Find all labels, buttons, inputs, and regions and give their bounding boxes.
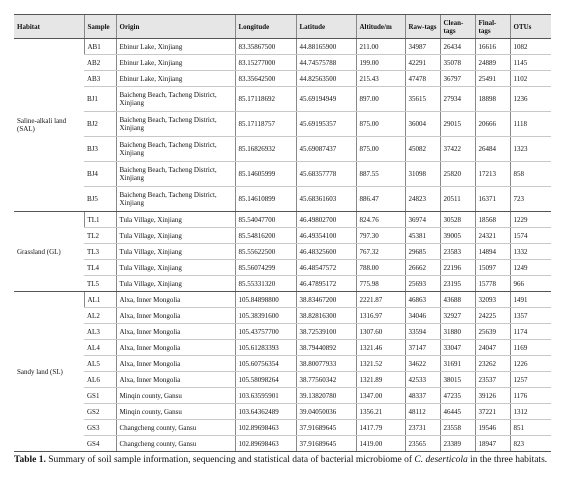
table-row bbox=[14, 87, 551, 112]
habitat-cell: Sandy land (SL) bbox=[14, 292, 84, 452]
origin-cell: Tula Village, Xinjiang bbox=[116, 244, 235, 260]
final-tags-cell: 24225 bbox=[475, 308, 510, 324]
otus-cell: 1176 bbox=[510, 388, 551, 404]
longitude-cell: 85.56074299 bbox=[235, 260, 296, 276]
raw-tags-cell: 24823 bbox=[405, 187, 440, 212]
table-caption bbox=[14, 454, 551, 466]
final-tags-cell: 24321 bbox=[475, 228, 510, 244]
otus-cell: 1082 bbox=[510, 39, 551, 55]
sample-cell: BJ5 bbox=[84, 187, 116, 212]
clean-tags-cell: 22196 bbox=[440, 260, 475, 276]
clean-tags-cell: 43688 bbox=[440, 292, 475, 308]
sample-cell: AB2 bbox=[84, 55, 116, 71]
final-tags-cell: 15778 bbox=[475, 276, 510, 292]
altitude-cell: 215.43 bbox=[356, 71, 405, 87]
table-row bbox=[14, 244, 551, 260]
table-row bbox=[14, 356, 551, 372]
clean-tags-cell: 47235 bbox=[440, 388, 475, 404]
sample-cell: BJ3 bbox=[84, 137, 116, 162]
otus-cell: 1174 bbox=[510, 324, 551, 340]
origin-cell: Ebinur Lake, Xinjiang bbox=[116, 39, 235, 55]
altitude-cell: 1316.97 bbox=[356, 308, 405, 324]
final-tags-cell: 17213 bbox=[475, 162, 510, 187]
otus-cell: 723 bbox=[510, 187, 551, 212]
origin-cell: Tula Village, Xinjiang bbox=[116, 260, 235, 276]
column-header: Sample bbox=[84, 15, 116, 39]
table-row bbox=[14, 162, 551, 187]
final-tags-cell: 23262 bbox=[475, 356, 510, 372]
final-tags-cell: 32093 bbox=[475, 292, 510, 308]
otus-cell: 1332 bbox=[510, 244, 551, 260]
caption-text-before: Summary of soil sample information, sequencing and statistical data of bacterial microbiome of bbox=[48, 455, 415, 465]
latitude-cell: 38.79440892 bbox=[296, 340, 356, 356]
clean-tags-cell: 35078 bbox=[440, 55, 475, 71]
clean-tags-cell: 29015 bbox=[440, 112, 475, 137]
otus-cell: 966 bbox=[510, 276, 551, 292]
clean-tags-cell: 39005 bbox=[440, 228, 475, 244]
clean-tags-cell: 46445 bbox=[440, 404, 475, 420]
final-tags-cell: 14894 bbox=[475, 244, 510, 260]
sample-cell: AB1 bbox=[84, 39, 116, 55]
altitude-cell: 1321.52 bbox=[356, 356, 405, 372]
latitude-cell: 38.83467200 bbox=[296, 292, 356, 308]
origin-cell: Alxa, Inner Mongolia bbox=[116, 356, 235, 372]
final-tags-cell: 16616 bbox=[475, 39, 510, 55]
table-row bbox=[14, 276, 551, 292]
longitude-cell: 105.43757700 bbox=[235, 324, 296, 340]
origin-cell: Alxa, Inner Mongolia bbox=[116, 372, 235, 388]
sample-cell: AL5 bbox=[84, 356, 116, 372]
longitude-cell: 83.35642500 bbox=[235, 71, 296, 87]
altitude-cell: 775.98 bbox=[356, 276, 405, 292]
raw-tags-cell: 46863 bbox=[405, 292, 440, 308]
latitude-cell: 39.13820780 bbox=[296, 388, 356, 404]
table-row bbox=[14, 340, 551, 356]
otus-cell: 1118 bbox=[510, 112, 551, 137]
otus-cell: 1323 bbox=[510, 137, 551, 162]
sample-cell: GS1 bbox=[84, 388, 116, 404]
final-tags-cell: 15097 bbox=[475, 260, 510, 276]
sample-cell: AL3 bbox=[84, 324, 116, 340]
altitude-cell: 797.30 bbox=[356, 228, 405, 244]
table-header bbox=[14, 15, 551, 39]
sample-cell: AL1 bbox=[84, 292, 116, 308]
final-tags-cell: 24889 bbox=[475, 55, 510, 71]
final-tags-cell: 25491 bbox=[475, 71, 510, 87]
raw-tags-cell: 29685 bbox=[405, 244, 440, 260]
origin-cell: Changcheng county, Gansu bbox=[116, 420, 235, 436]
latitude-cell: 44.88165900 bbox=[296, 39, 356, 55]
otus-cell: 858 bbox=[510, 162, 551, 187]
latitude-cell: 46.48325600 bbox=[296, 244, 356, 260]
longitude-cell: 105.61283393 bbox=[235, 340, 296, 356]
final-tags-cell: 18947 bbox=[475, 436, 510, 452]
origin-cell: Tula Village, Xinjiang bbox=[116, 276, 235, 292]
header-row bbox=[14, 15, 551, 39]
altitude-cell: 897.00 bbox=[356, 87, 405, 112]
otus-cell: 1357 bbox=[510, 308, 551, 324]
table-row bbox=[14, 112, 551, 137]
table-row bbox=[14, 228, 551, 244]
sample-cell: TL4 bbox=[84, 260, 116, 276]
longitude-cell: 105.84898800 bbox=[235, 292, 296, 308]
raw-tags-cell: 34622 bbox=[405, 356, 440, 372]
altitude-cell: 887.55 bbox=[356, 162, 405, 187]
final-tags-cell: 26484 bbox=[475, 137, 510, 162]
raw-tags-cell: 45381 bbox=[405, 228, 440, 244]
origin-cell: Minqin county, Gansu bbox=[116, 404, 235, 420]
clean-tags-cell: 33047 bbox=[440, 340, 475, 356]
origin-cell: Baicheng Beach, Tacheng District, Xinjiang bbox=[116, 87, 235, 112]
sample-cell: AL4 bbox=[84, 340, 116, 356]
sample-cell: TL1 bbox=[84, 212, 116, 228]
clean-tags-cell: 25820 bbox=[440, 162, 475, 187]
altitude-cell: 767.32 bbox=[356, 244, 405, 260]
clean-tags-cell: 23195 bbox=[440, 276, 475, 292]
sample-cell: GS3 bbox=[84, 420, 116, 436]
caption-text-after: in the three habitats. bbox=[467, 455, 548, 465]
column-header: Altitude/m bbox=[356, 15, 405, 39]
origin-cell: Baicheng Beach, Tacheng District, Xinjiang bbox=[116, 137, 235, 162]
otus-cell: 1145 bbox=[510, 55, 551, 71]
clean-tags-cell: 38015 bbox=[440, 372, 475, 388]
clean-tags-cell: 20511 bbox=[440, 187, 475, 212]
origin-cell: Alxa, Inner Mongolia bbox=[116, 324, 235, 340]
final-tags-cell: 39126 bbox=[475, 388, 510, 404]
origin-cell: Minqin county, Gansu bbox=[116, 388, 235, 404]
caption-species: C. deserticola bbox=[414, 455, 468, 465]
latitude-cell: 45.69195357 bbox=[296, 112, 356, 137]
raw-tags-cell: 42291 bbox=[405, 55, 440, 71]
altitude-cell: 824.76 bbox=[356, 212, 405, 228]
table-row bbox=[14, 55, 551, 71]
clean-tags-cell: 23583 bbox=[440, 244, 475, 260]
clean-tags-cell: 31691 bbox=[440, 356, 475, 372]
table-row bbox=[14, 292, 551, 308]
latitude-cell: 38.80077933 bbox=[296, 356, 356, 372]
otus-cell: 1226 bbox=[510, 356, 551, 372]
clean-tags-cell: 37422 bbox=[440, 137, 475, 162]
longitude-cell: 103.63595901 bbox=[235, 388, 296, 404]
longitude-cell: 83.15277000 bbox=[235, 55, 296, 71]
column-header: OTUs bbox=[510, 15, 551, 39]
table-row bbox=[14, 187, 551, 212]
altitude-cell: 886.47 bbox=[356, 187, 405, 212]
longitude-cell: 85.16826932 bbox=[235, 137, 296, 162]
longitude-cell: 85.54047700 bbox=[235, 212, 296, 228]
latitude-cell: 45.69194949 bbox=[296, 87, 356, 112]
origin-cell: Ebinur Lake, Xinjiang bbox=[116, 55, 235, 71]
latitude-cell: 44.74575788 bbox=[296, 55, 356, 71]
table-row bbox=[14, 212, 551, 228]
latitude-cell: 46.47895172 bbox=[296, 276, 356, 292]
origin-cell: Alxa, Inner Mongolia bbox=[116, 292, 235, 308]
sample-cell: GS4 bbox=[84, 436, 116, 452]
latitude-cell: 45.68361603 bbox=[296, 187, 356, 212]
otus-cell: 1102 bbox=[510, 71, 551, 87]
table-row bbox=[14, 137, 551, 162]
column-header: Longitude bbox=[235, 15, 296, 39]
altitude-cell: 1321.46 bbox=[356, 340, 405, 356]
final-tags-cell: 25639 bbox=[475, 324, 510, 340]
final-tags-cell: 20666 bbox=[475, 112, 510, 137]
altitude-cell: 1419.00 bbox=[356, 436, 405, 452]
longitude-cell: 105.60756354 bbox=[235, 356, 296, 372]
sample-cell: TL2 bbox=[84, 228, 116, 244]
clean-tags-cell: 23389 bbox=[440, 436, 475, 452]
table-row bbox=[14, 372, 551, 388]
origin-cell: Baicheng Beach, Tacheng District, Xinjiang bbox=[116, 162, 235, 187]
column-header: Latitude bbox=[296, 15, 356, 39]
longitude-cell: 85.17118757 bbox=[235, 112, 296, 137]
raw-tags-cell: 34987 bbox=[405, 39, 440, 55]
origin-cell: Changcheng county, Gansu bbox=[116, 436, 235, 452]
final-tags-cell: 16371 bbox=[475, 187, 510, 212]
raw-tags-cell: 36004 bbox=[405, 112, 440, 137]
longitude-cell: 102.89698463 bbox=[235, 420, 296, 436]
longitude-cell: 85.55622500 bbox=[235, 244, 296, 260]
altitude-cell: 1321.89 bbox=[356, 372, 405, 388]
longitude-cell: 102.89698463 bbox=[235, 436, 296, 452]
origin-cell: Ebinur Lake, Xinjiang bbox=[116, 71, 235, 87]
latitude-cell: 39.04050036 bbox=[296, 404, 356, 420]
raw-tags-cell: 25693 bbox=[405, 276, 440, 292]
otus-cell: 1229 bbox=[510, 212, 551, 228]
data-table-container bbox=[14, 14, 551, 452]
column-header: Clean-tags bbox=[440, 15, 475, 39]
final-tags-cell: 18898 bbox=[475, 87, 510, 112]
raw-tags-cell: 23565 bbox=[405, 436, 440, 452]
otus-cell: 1312 bbox=[510, 404, 551, 420]
sample-cell: AL2 bbox=[84, 308, 116, 324]
habitat-cell: Saline-alkali land (SAL) bbox=[14, 39, 84, 212]
longitude-cell: 105.58098264 bbox=[235, 372, 296, 388]
origin-cell: Baicheng Beach, Tacheng District, Xinjiang bbox=[116, 112, 235, 137]
latitude-cell: 38.72539100 bbox=[296, 324, 356, 340]
otus-cell: 1236 bbox=[510, 87, 551, 112]
latitude-cell: 45.68357778 bbox=[296, 162, 356, 187]
sample-cell: BJ1 bbox=[84, 87, 116, 112]
column-header: Origin bbox=[116, 15, 235, 39]
otus-cell: 1574 bbox=[510, 228, 551, 244]
otus-cell: 1491 bbox=[510, 292, 551, 308]
longitude-cell: 105.38391600 bbox=[235, 308, 296, 324]
latitude-cell: 37.91689645 bbox=[296, 420, 356, 436]
latitude-cell: 46.49354100 bbox=[296, 228, 356, 244]
otus-cell: 851 bbox=[510, 420, 551, 436]
otus-cell: 1249 bbox=[510, 260, 551, 276]
raw-tags-cell: 42533 bbox=[405, 372, 440, 388]
longitude-cell: 85.55331320 bbox=[235, 276, 296, 292]
altitude-cell: 875.00 bbox=[356, 137, 405, 162]
final-tags-cell: 19546 bbox=[475, 420, 510, 436]
column-header: Final-tags bbox=[475, 15, 510, 39]
final-tags-cell: 18568 bbox=[475, 212, 510, 228]
otus-cell: 1169 bbox=[510, 340, 551, 356]
clean-tags-cell: 36797 bbox=[440, 71, 475, 87]
latitude-cell: 45.69087437 bbox=[296, 137, 356, 162]
clean-tags-cell: 32927 bbox=[440, 308, 475, 324]
raw-tags-cell: 45082 bbox=[405, 137, 440, 162]
altitude-cell: 1356.21 bbox=[356, 404, 405, 420]
sample-cell: TL5 bbox=[84, 276, 116, 292]
table-row bbox=[14, 388, 551, 404]
altitude-cell: 2221.87 bbox=[356, 292, 405, 308]
latitude-cell: 37.91689645 bbox=[296, 436, 356, 452]
table-row bbox=[14, 39, 551, 55]
latitude-cell: 46.48547572 bbox=[296, 260, 356, 276]
table-row bbox=[14, 420, 551, 436]
latitude-cell: 46.49802700 bbox=[296, 212, 356, 228]
latitude-cell: 44.82563500 bbox=[296, 71, 356, 87]
sample-cell: TL3 bbox=[84, 244, 116, 260]
longitude-cell: 103.64362489 bbox=[235, 404, 296, 420]
sample-cell: GS2 bbox=[84, 404, 116, 420]
origin-cell: Alxa, Inner Mongolia bbox=[116, 340, 235, 356]
origin-cell: Tula Village, Xinjiang bbox=[116, 228, 235, 244]
raw-tags-cell: 34046 bbox=[405, 308, 440, 324]
sample-cell: BJ4 bbox=[84, 162, 116, 187]
raw-tags-cell: 48337 bbox=[405, 388, 440, 404]
clean-tags-cell: 26434 bbox=[440, 39, 475, 55]
final-tags-cell: 23537 bbox=[475, 372, 510, 388]
habitat-cell: Grassland (GL) bbox=[14, 212, 84, 292]
final-tags-cell: 37221 bbox=[475, 404, 510, 420]
column-header: Habitat bbox=[14, 15, 84, 39]
raw-tags-cell: 23731 bbox=[405, 420, 440, 436]
raw-tags-cell: 47478 bbox=[405, 71, 440, 87]
raw-tags-cell: 37147 bbox=[405, 340, 440, 356]
altitude-cell: 1307.60 bbox=[356, 324, 405, 340]
altitude-cell: 1347.00 bbox=[356, 388, 405, 404]
sample-cell: AL6 bbox=[84, 372, 116, 388]
origin-cell: Tula Village, Xinjiang bbox=[116, 212, 235, 228]
otus-cell: 823 bbox=[510, 436, 551, 452]
longitude-cell: 85.54816200 bbox=[235, 228, 296, 244]
clean-tags-cell: 23558 bbox=[440, 420, 475, 436]
altitude-cell: 199.00 bbox=[356, 55, 405, 71]
table-body bbox=[14, 39, 551, 452]
sample-cell: AB3 bbox=[84, 71, 116, 87]
clean-tags-cell: 27934 bbox=[440, 87, 475, 112]
longitude-cell: 85.14610899 bbox=[235, 187, 296, 212]
clean-tags-cell: 30528 bbox=[440, 212, 475, 228]
raw-tags-cell: 36974 bbox=[405, 212, 440, 228]
raw-tags-cell: 48112 bbox=[405, 404, 440, 420]
sample-cell: BJ2 bbox=[84, 112, 116, 137]
raw-tags-cell: 26662 bbox=[405, 260, 440, 276]
clean-tags-cell: 31880 bbox=[440, 324, 475, 340]
table-row bbox=[14, 260, 551, 276]
origin-cell: Alxa, Inner Mongolia bbox=[116, 308, 235, 324]
latitude-cell: 38.82816300 bbox=[296, 308, 356, 324]
column-header: Raw-tags bbox=[405, 15, 440, 39]
longitude-cell: 85.14605999 bbox=[235, 162, 296, 187]
altitude-cell: 1417.79 bbox=[356, 420, 405, 436]
raw-tags-cell: 31098 bbox=[405, 162, 440, 187]
final-tags-cell: 24047 bbox=[475, 340, 510, 356]
table-row bbox=[14, 324, 551, 340]
longitude-cell: 85.17118692 bbox=[235, 87, 296, 112]
raw-tags-cell: 35615 bbox=[405, 87, 440, 112]
altitude-cell: 788.00 bbox=[356, 260, 405, 276]
longitude-cell: 83.35867500 bbox=[235, 39, 296, 55]
raw-tags-cell: 33594 bbox=[405, 324, 440, 340]
caption-label: Table 1. bbox=[14, 455, 46, 465]
origin-cell: Baicheng Beach, Tacheng District, Xinjiang bbox=[116, 187, 235, 212]
table-row bbox=[14, 308, 551, 324]
latitude-cell: 38.77560342 bbox=[296, 372, 356, 388]
soil-sample-table bbox=[14, 14, 551, 452]
table-row bbox=[14, 71, 551, 87]
altitude-cell: 211.00 bbox=[356, 39, 405, 55]
table-row bbox=[14, 404, 551, 420]
table-row bbox=[14, 436, 551, 452]
altitude-cell: 875.00 bbox=[356, 112, 405, 137]
otus-cell: 1257 bbox=[510, 372, 551, 388]
